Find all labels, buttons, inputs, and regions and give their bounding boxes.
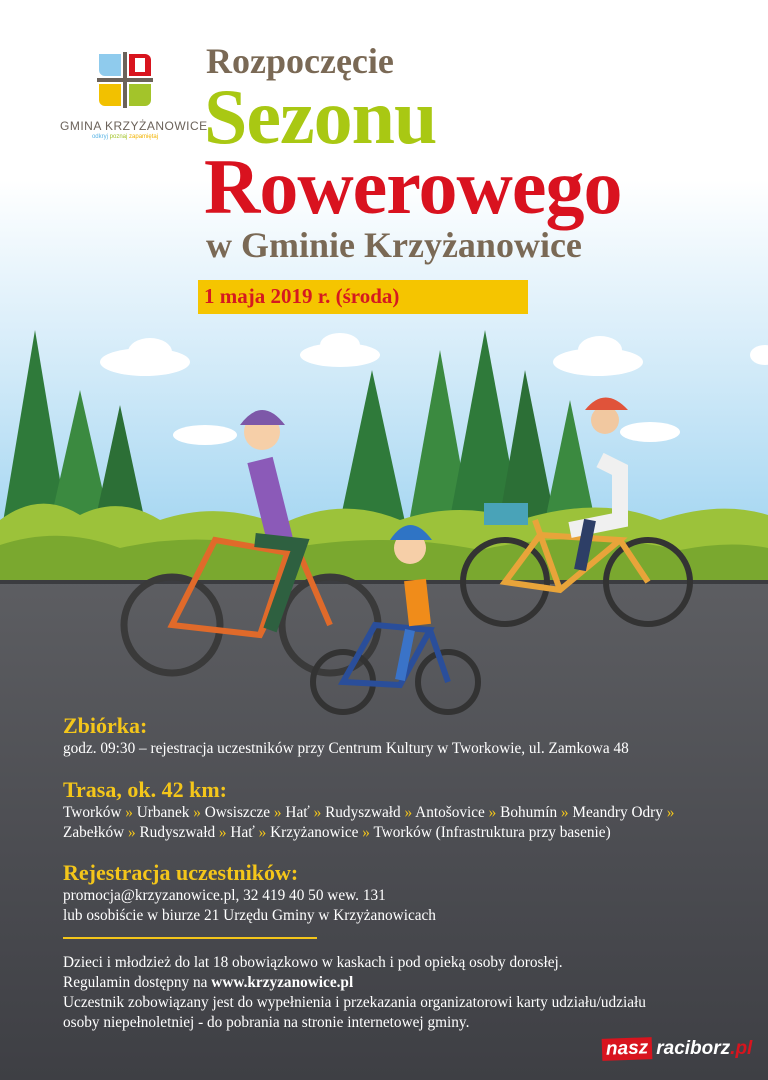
route-stop: Hať bbox=[230, 824, 255, 841]
meeting-heading: Zbiórka: bbox=[63, 713, 148, 738]
route-stop: Tworków bbox=[63, 804, 122, 821]
tagline-word: poznaj bbox=[109, 134, 128, 140]
note-form-2: osoby niepełnoletniej - do pobrania na stronie internetowej gminy. bbox=[63, 1014, 470, 1031]
registration-section bbox=[63, 860, 436, 926]
route-stop: Krzyżanowice bbox=[270, 824, 359, 841]
route-separator: » bbox=[484, 804, 501, 821]
route-separator: » bbox=[124, 824, 140, 841]
tagline-word: zapamiętaj bbox=[129, 134, 159, 140]
logo-name: GMINA KRZYŻANOWICE bbox=[60, 119, 208, 133]
route-separator: » bbox=[189, 804, 205, 821]
route-separator: » bbox=[121, 804, 137, 821]
route-stops bbox=[63, 803, 674, 843]
route-section bbox=[63, 777, 674, 843]
route-stop: Zabełków bbox=[63, 824, 125, 841]
registration-contact: promocja@krzyzanowice.pl, 32 419 40 50 wew. 131 bbox=[63, 887, 386, 904]
route-separator: » bbox=[557, 804, 573, 821]
notes-section bbox=[63, 953, 646, 1033]
route-separator: » bbox=[215, 824, 231, 841]
note-form-1: Uczestnik zobowiązany jest do wypełnienia i przekazania organizatorowi karty udziału/udziału bbox=[63, 994, 646, 1011]
route-heading: Trasa, ok. 42 km: bbox=[63, 777, 227, 802]
event-date: 1 maja 2019 r. (środa) bbox=[198, 280, 528, 314]
cyclists-illustration bbox=[0, 320, 768, 720]
note-rules-text: Regulamin dostępny na bbox=[63, 974, 212, 991]
route-separator: » bbox=[270, 804, 286, 821]
registration-office: lub osobiście w biurze 21 Urzędu Gminy w Krzyżanowicach bbox=[63, 907, 436, 924]
title-line-4: w Gminie Krzyżanowice bbox=[206, 225, 582, 265]
route-stop: Bohumín bbox=[500, 804, 558, 821]
logo-emblem-icon bbox=[97, 52, 153, 108]
title-line-3: Rowerowego bbox=[204, 143, 622, 230]
watermark-part: raciborz bbox=[656, 1038, 731, 1059]
route-stop: Owsiszcze bbox=[204, 804, 271, 821]
tagline-word: odkryj bbox=[91, 134, 108, 140]
route-stop: Urbanek bbox=[136, 804, 190, 821]
registration-heading: Rejestracja uczestników: bbox=[63, 860, 299, 885]
title-line-2: Sezonu bbox=[204, 73, 437, 160]
route-separator: » bbox=[254, 824, 271, 841]
watermark-part: nasz bbox=[602, 1037, 653, 1061]
meeting-text: godz. 09:30 – rejestracja uczestników przy Centrum Kultury w Tworkowie, ul. Zamkowa 48 bbox=[63, 740, 629, 757]
gmina-logo bbox=[60, 52, 208, 140]
route-stop: Rudyszwałd bbox=[325, 804, 401, 821]
route-separator: » bbox=[309, 804, 326, 821]
route-stop: Tworków (Infrastruktura przy basenie) bbox=[373, 824, 611, 841]
route-stop: Hať bbox=[285, 804, 310, 821]
route-stop: Antošovice bbox=[415, 804, 485, 821]
route-separator: » bbox=[400, 804, 416, 821]
route-stop: Rudyszwałd bbox=[139, 824, 216, 841]
route-stop: Meandry Odry bbox=[572, 804, 663, 821]
divider bbox=[63, 937, 317, 939]
note-minors: Dzieci i młodzież do lat 18 obowiązkowo w kaskach i pod opieką osoby dorosłej. bbox=[63, 954, 563, 971]
note-rules bbox=[63, 973, 646, 993]
watermark-part: .pl bbox=[730, 1038, 753, 1059]
meeting-section bbox=[63, 713, 629, 759]
website-link[interactable]: www.krzyzanowice.pl bbox=[211, 974, 354, 991]
route-separator: » bbox=[358, 824, 374, 841]
title-line-1: Rozpoczęcie bbox=[206, 41, 394, 81]
naszraciborz-watermark bbox=[602, 1038, 752, 1060]
logo-tagline bbox=[60, 134, 190, 140]
route-separator: » bbox=[662, 804, 675, 821]
